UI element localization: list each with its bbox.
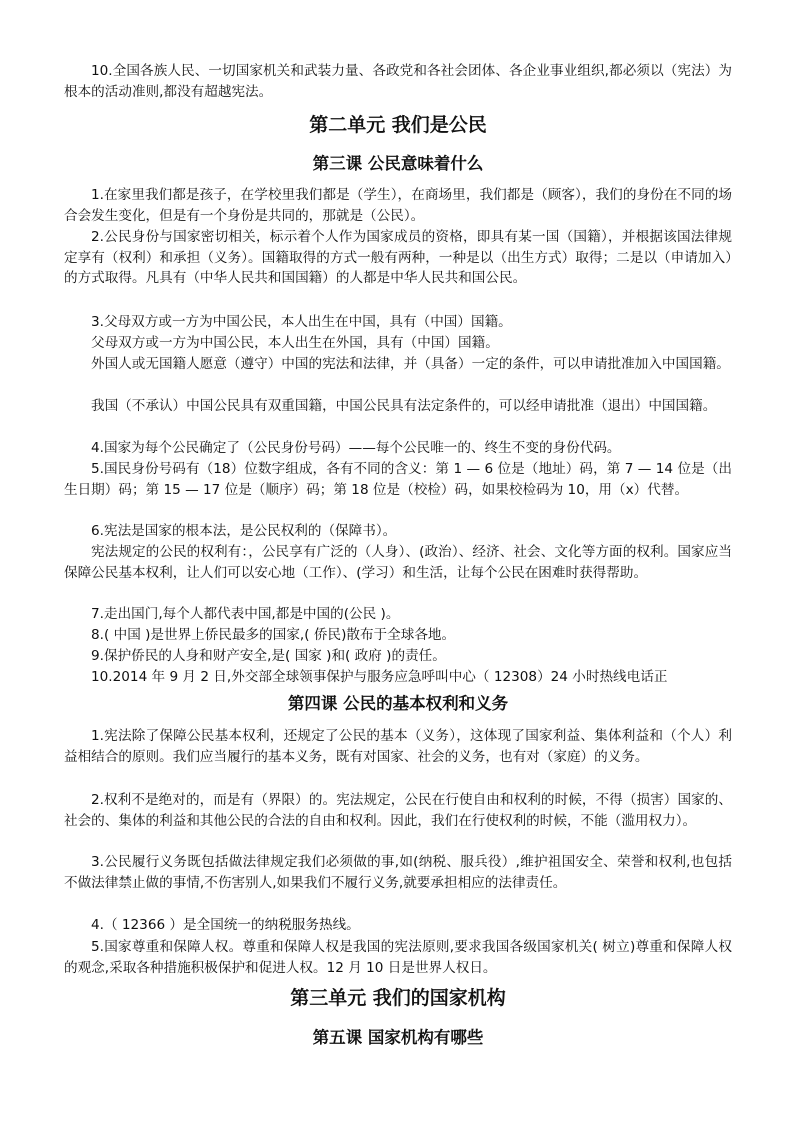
paragraph-constitution-norm: 10.全国各族人民、一切国家机关和武装力量、各政党和各社会团体、各企业事业组织,都必须以（宪法）为根本的活动准则,都没有超越宪法。 <box>64 63 732 100</box>
unit-2-title: 第二单元 我们是公民 <box>309 114 487 136</box>
lesson-5-title: 第五课 国家机构有哪些 <box>312 1028 484 1047</box>
lesson-3-paragraph: 1.在家里我们都是孩子，在学校里我们都是（学生），在商场里，我们都是（顾客），我们的身份在不同的场合会发生变化，但是有一个身份是共同的，那就是（公民）。 <box>64 187 732 224</box>
lesson-4-paragraph: 5.国家尊重和保障人权。尊重和保障人权是我国的宪法原则,要求我国各级国家机关( 树立)尊重和保障人权的观念,采取各种措施积极保护和促进人权。12 月 10 日是世界人权日。 <box>64 939 732 976</box>
lesson-3-paragraph: 父母双方或一方为中国公民，本人出生在外国，具有（中国）国籍。 <box>91 335 499 351</box>
lesson-3-paragraph: 9.保护侨民的人身和财产安全,是( 国家 )和( 政府 )的责任。 <box>91 648 446 664</box>
lesson-4-paragraph: 3.公民履行义务既包括做法律规定我们必须做的事,如(纳税、服兵役）,维护祖国安全、荣誉和权利,也包括不做法律禁止做的事情,不伤害别人,如果我们不履行义务,就要承担相应的法律责任。 <box>64 854 732 891</box>
lesson-3-paragraph: 6.宪法是国家的根本法，是公民权利的（保障书）。 <box>91 523 397 539</box>
lesson-3-title: 第三课 公民意味着什么 <box>312 154 484 173</box>
unit-3-title: 第三单元 我们的国家机构 <box>290 987 506 1009</box>
lesson-3-paragraph: 8.( 中国 )是世界上侨民最多的国家,( 侨民)散布于全球各地。 <box>91 627 456 643</box>
lesson-3-paragraph: 10.2014 年 9 月 2 日,外交部全球领事保护与服务应急呼叫中心（ 12308）24 小时热线电话正 <box>91 669 668 685</box>
lesson-4-paragraph: 4.（ 12366 ）是全国统一的纳税服务热线。 <box>91 917 360 933</box>
lesson-3-paragraph: 7.走出国门,每个人都代表中国,都是中国的(公民 )。 <box>91 606 400 622</box>
lesson-4-paragraph: 2.权利不是绝对的，而是有（界限）的。宪法规定，公民在行使自由和权利的时候，不得（损害）国家的、社会的、集体的利益和其他公民的合法的自由和权利。因此，我们在行使权利的时候，不能（滥用权力）。 <box>64 792 732 829</box>
lesson-3-paragraph: 3.父母双方或一方为中国公民，本人出生在中国，具有（中国）国籍。 <box>91 314 512 330</box>
lesson-3-paragraph: 外国人或无国籍人愿意（遵守）中国的宪法和法律，并（具备）一定的条件，可以申请批准加入中国国籍。 <box>91 356 730 372</box>
lesson-3-paragraph: 4.国家为每个公民确定了（公民身份号码）——每个公民唯一的、终生不变的身份代码。 <box>91 440 621 456</box>
lesson-3-paragraph: 我国（不承认）中国公民具有双重国籍，中国公民具有法定条件的，可以经申请批准（退出）中国国籍。 <box>91 398 717 414</box>
lesson-4-title: 第四课 公民的基本权利和义务 <box>287 694 509 713</box>
lesson-3-paragraph: 宪法规定的公民的权利有：，公民享有广泛的（人身）、(政治）、经济、社会、文化等方面的权利。国家应当保障公民基本权利，让人们可以安心地（工作）、(学习）和生活，让每个公民在困难时获得帮助。 <box>64 544 732 581</box>
lesson-4-paragraph: 1.宪法除了保障公民基本权利，还规定了公民的基本（义务），这体现了国家利益、集体利益和（个人）利益相结合的原则。我们应当履行的基本义务，既有对国家、社会的义务，也有对（家庭）的义务。 <box>64 728 732 765</box>
lesson-3-paragraph: 5.国民身份号码有（18）位数字组成，各有不同的含义：第 1 — 6 位是（地址）码，第 7 — 14 位是（出生日期）码；第 15 — 17 位是（顺序）码；第 18 位是（校检）码，如果校检码为 10，用（x）代替。 <box>64 461 732 498</box>
lesson-3-paragraph: 2.公民身份与国家密切相关，标示着个人作为国家成员的资格，即具有某一国（国籍），并根据该国法律规定享有（权利）和承担（义务）。国籍取得的方式一般有两种，一种是以（出生方式）取得；二是以（申请加入）的方式取得。凡具有（中华人民共和国国籍）的人都是中华人民共和国公民。 <box>64 229 732 286</box>
